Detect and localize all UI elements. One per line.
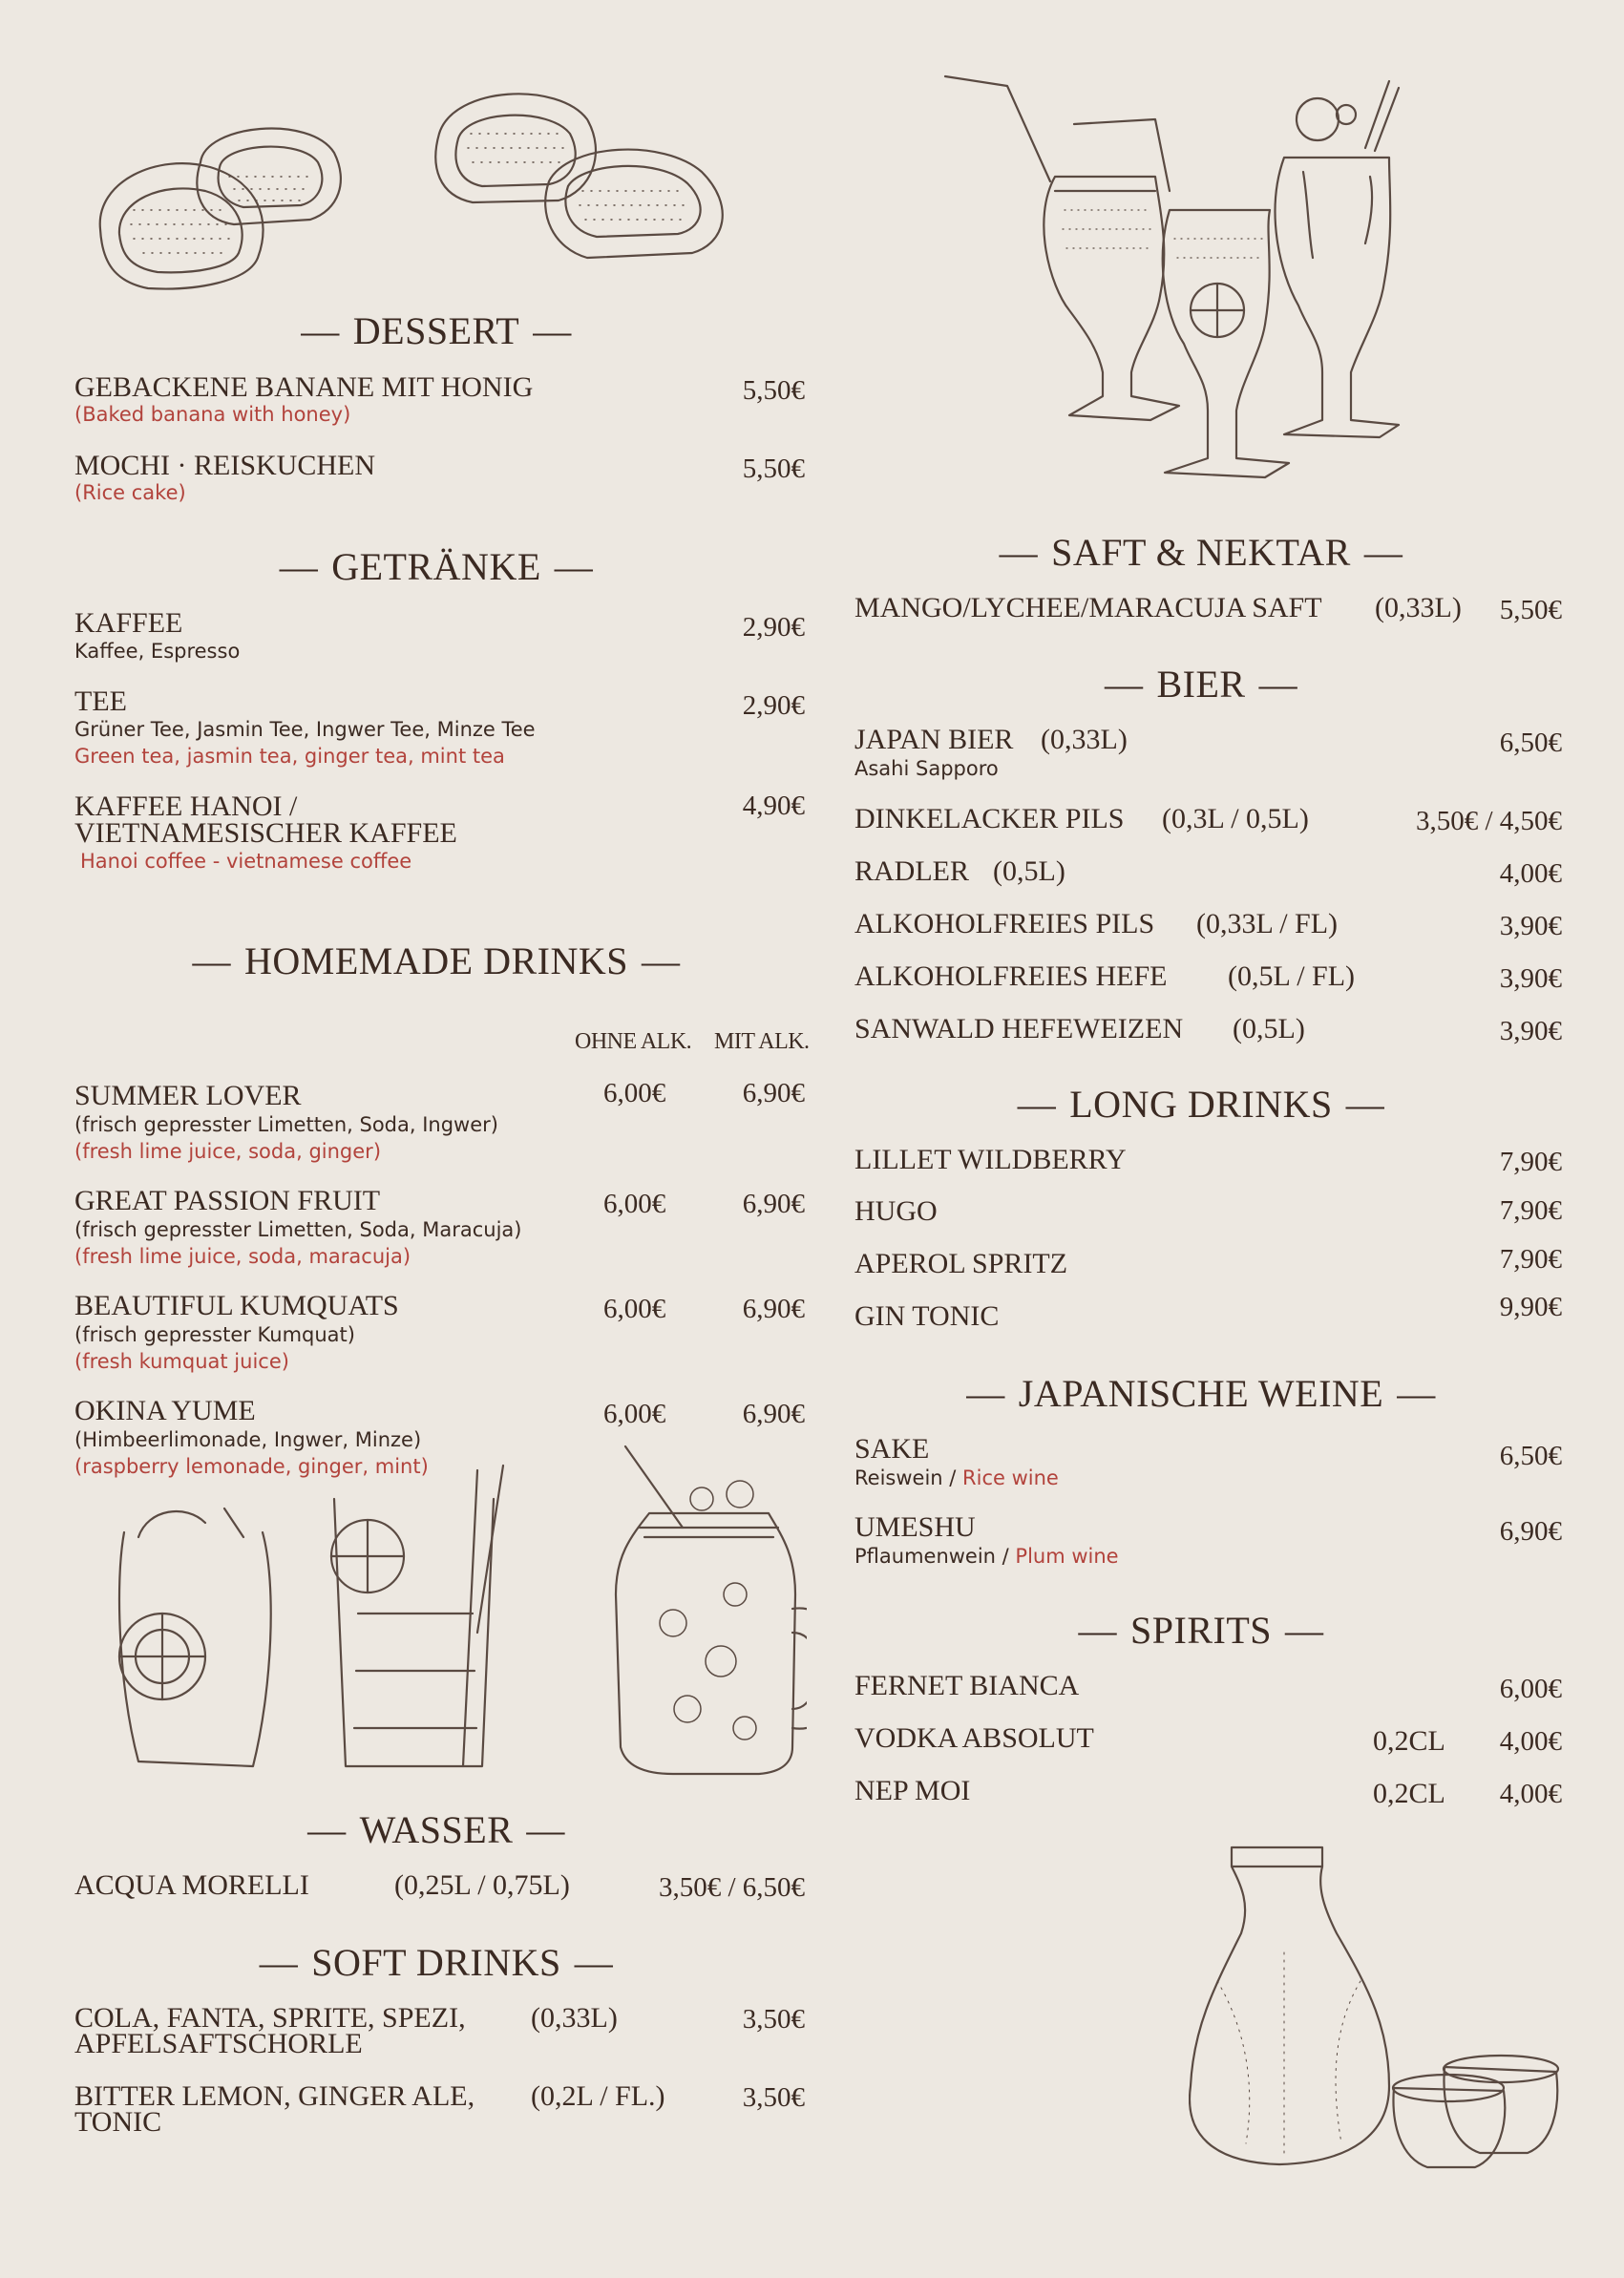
menu-item-price: 4,00€ <box>1499 858 1562 889</box>
mochi-illustration <box>91 76 749 306</box>
price-mit-alk: 6,90€ <box>742 1078 805 1108</box>
section-title-wasser: — WASSER — <box>307 1808 565 1851</box>
menu-item-name: GIN TONIC <box>854 1300 1000 1332</box>
price-mit-alk: 6,90€ <box>742 1189 805 1219</box>
menu-item-size: (0,5L) <box>993 855 1065 887</box>
menu-item-name: ALKOHOLFREIES HEFE <box>854 960 1168 992</box>
menu-item-size: (0,5L) <box>1233 1013 1305 1044</box>
menu-item-name: SANWALD HEFEWEIZEN <box>854 1013 1184 1044</box>
menu-item-name: ALKOHOLFREIES PILS <box>854 908 1155 939</box>
menu-item-name: BITTER LEMON, GINGER ALE, <box>74 2080 475 2112</box>
sake-set-illustration <box>1189 1838 1571 2172</box>
menu-item-price: 7,90€ <box>1499 1195 1562 1226</box>
section-title-saft: — SAFT & NEKTAR — <box>999 531 1403 574</box>
menu-item-name: RADLER <box>854 855 969 887</box>
menu-item-name: UMESHU <box>854 1511 976 1543</box>
menu-item-price: 3,50€ / 6,50€ <box>658 1872 805 1903</box>
menu-item-name: MANGO/LYCHEE/MARACUJA SAFT <box>854 592 1322 623</box>
menu-item-size: (0,33L / FL) <box>1196 908 1339 939</box>
menu-item-description: Kaffee, Espresso <box>74 640 241 663</box>
menu-item-description: (frisch gepresster Kumquat) <box>74 1323 355 1346</box>
menu-item-price: 5,50€ <box>742 453 805 484</box>
menu-item-translation: (Rice cake) <box>74 481 186 504</box>
menu-item-description: (Himbeerlimonade, Ingwer, Minze) <box>74 1428 422 1451</box>
menu-item-translation: Hanoi coffee - vietnamese coffee <box>80 850 412 873</box>
menu-item-name: BEAUTIFUL KUMQUATS <box>74 1290 399 1321</box>
menu-item-name: OKINA YUME <box>74 1395 256 1426</box>
menu-item-description <box>854 1468 1059 1488</box>
menu-item-size: 0,2CL <box>1373 1725 1445 1757</box>
menu-item-price: 7,90€ <box>1499 1244 1562 1275</box>
menu-item-description: (frisch gepresster Limetten, Soda, Maracuja) <box>74 1218 522 1241</box>
cocktail-glasses-illustration <box>940 67 1437 496</box>
menu-item-name: SAKE <box>854 1433 930 1465</box>
menu-item-description-de: Reiswein / <box>854 1466 963 1489</box>
menu-item-price: 2,90€ <box>742 690 805 721</box>
menu-item-name: HUGO <box>854 1195 938 1227</box>
menu-item-price: 3,50€ <box>742 2082 805 2113</box>
section-title-spirits: — SPIRITS — <box>1078 1609 1324 1652</box>
menu-item-name: SUMMER LOVER <box>74 1080 302 1111</box>
menu-item-size: 0,2CL <box>1373 1778 1445 1809</box>
menu-item-size: (0,33L) <box>1041 724 1128 755</box>
price-ohne-alk: 6,00€ <box>603 1294 666 1324</box>
price-ohne-alk: 6,00€ <box>603 1189 666 1219</box>
menu-item-name: ACQUA MORELLI <box>74 1869 309 1901</box>
menu-item-translation: Rice wine <box>962 1466 1059 1489</box>
menu-item-price: 6,00€ <box>1499 1674 1562 1704</box>
menu-item-name: MOCHI · REISKUCHEN <box>74 450 375 481</box>
homemade-drinks-illustration <box>110 1442 807 1785</box>
price-mit-alk: 6,90€ <box>742 1294 805 1324</box>
menu-item-price: 9,90€ <box>1499 1292 1562 1322</box>
menu-item-size: (0,5L / FL) <box>1228 960 1356 992</box>
price-mit-alk: 6,90€ <box>742 1399 805 1429</box>
section-title-homemade: — HOMEMADE DRINKS — <box>192 939 681 982</box>
section-title-long-drinks: — LONG DRINKS — <box>1017 1083 1385 1126</box>
column-header-mit-alk: MIT ALK. <box>714 1029 810 1054</box>
menu-item-price: 5,50€ <box>1499 595 1562 625</box>
menu-item-price: 3,90€ <box>1499 911 1562 941</box>
menu-item-translation: (raspberry lemonade, ginger, mint) <box>74 1455 429 1478</box>
section-title-getraenke: — GETRÄNKE — <box>279 545 594 588</box>
menu-item-translation: (Baked banana with honey) <box>74 403 351 426</box>
menu-item-price: 5,50€ <box>742 375 805 406</box>
menu-item-name: JAPAN BIER <box>854 724 1014 755</box>
menu-item-price: 4,90€ <box>742 791 805 821</box>
menu-item-size: (0,33L) <box>531 2002 618 2034</box>
menu-item-name: FERNET BIANCA <box>854 1670 1080 1701</box>
menu-item-price: 6,90€ <box>1499 1516 1562 1547</box>
menu-item-size: (0,3L / 0,5L) <box>1162 803 1309 834</box>
menu-item-translation: (fresh lime juice, soda, maracuja) <box>74 1245 411 1268</box>
menu-item-translation: Plum wine <box>1015 1545 1119 1568</box>
section-title-dessert: — DESSERT — <box>301 309 572 352</box>
section-title-soft-drinks: — SOFT DRINKS — <box>259 1941 614 1984</box>
menu-item-description: Asahi Sapporo <box>854 757 999 780</box>
menu-item-price: 4,00€ <box>1499 1779 1562 1809</box>
menu-item-description: Grüner Tee, Jasmin Tee, Ingwer Tee, Minze Tee <box>74 718 536 741</box>
menu-item-name: VODKA ABSOLUT <box>854 1722 1094 1754</box>
menu-item-description-de: Pflaumenwein / <box>854 1545 1016 1568</box>
section-title-japanische-weine: — JAPANISCHE WEINE — <box>966 1372 1436 1415</box>
menu-item-name: TEE <box>74 686 127 717</box>
menu-item-price: 3,50€ <box>742 2004 805 2035</box>
menu-item-name: NEP MOI <box>854 1775 971 1806</box>
menu-item-name: APEROL SPRITZ <box>854 1248 1068 1279</box>
menu-item-price: 3,90€ <box>1499 1016 1562 1046</box>
section-title-bier: — BIER — <box>1104 663 1298 706</box>
menu-item-translation: Green tea, jasmin tea, ginger tea, mint tea <box>74 745 505 768</box>
menu-item-name-line2: TONIC <box>74 2106 162 2138</box>
menu-item-price: 3,90€ <box>1499 963 1562 994</box>
price-ohne-alk: 6,00€ <box>603 1078 666 1108</box>
menu-item-size: (0,33L) <box>1375 592 1462 623</box>
menu-item-name: GEBACKENE BANANE MIT HONIG <box>74 371 534 403</box>
menu-item-name-line2: APFELSAFTSCHORLE <box>74 2028 363 2059</box>
menu-item-name: LILLET WILDBERRY <box>854 1144 1127 1175</box>
menu-item-description: (frisch gepresster Limetten, Soda, Ingwer) <box>74 1113 498 1136</box>
menu-item-price: 6,50€ <box>1499 1441 1562 1471</box>
menu-item-size: (0,25L / 0,75L) <box>394 1869 570 1901</box>
menu-item-size: (0,2L / FL.) <box>531 2080 665 2112</box>
menu-item-translation: (fresh kumquat juice) <box>74 1350 289 1373</box>
menu-item-price: 4,00€ <box>1499 1726 1562 1757</box>
menu-item-price: 6,50€ <box>1499 728 1562 758</box>
menu-item-name: COLA, FANTA, SPRITE, SPEZI, <box>74 2002 466 2034</box>
menu-item-name: GREAT PASSION FRUIT <box>74 1185 381 1216</box>
menu-item-name: KAFFEE <box>74 607 183 639</box>
menu-item-name-line2: VIETNAMESISCHER KAFFEE <box>74 817 457 849</box>
menu-item-name: KAFFEE HANOI / <box>74 791 298 822</box>
menu-item-price: 3,50€ / 4,50€ <box>1415 806 1562 836</box>
menu-item-name: DINKELACKER PILS <box>854 803 1125 834</box>
menu-item-price: 2,90€ <box>742 612 805 643</box>
column-header-ohne-alk: OHNE ALK. <box>575 1029 692 1054</box>
menu-item-price: 7,90€ <box>1499 1147 1562 1177</box>
menu-item-translation: (fresh lime juice, soda, ginger) <box>74 1140 382 1163</box>
menu-item-description <box>854 1547 1119 1567</box>
price-ohne-alk: 6,00€ <box>603 1399 666 1429</box>
